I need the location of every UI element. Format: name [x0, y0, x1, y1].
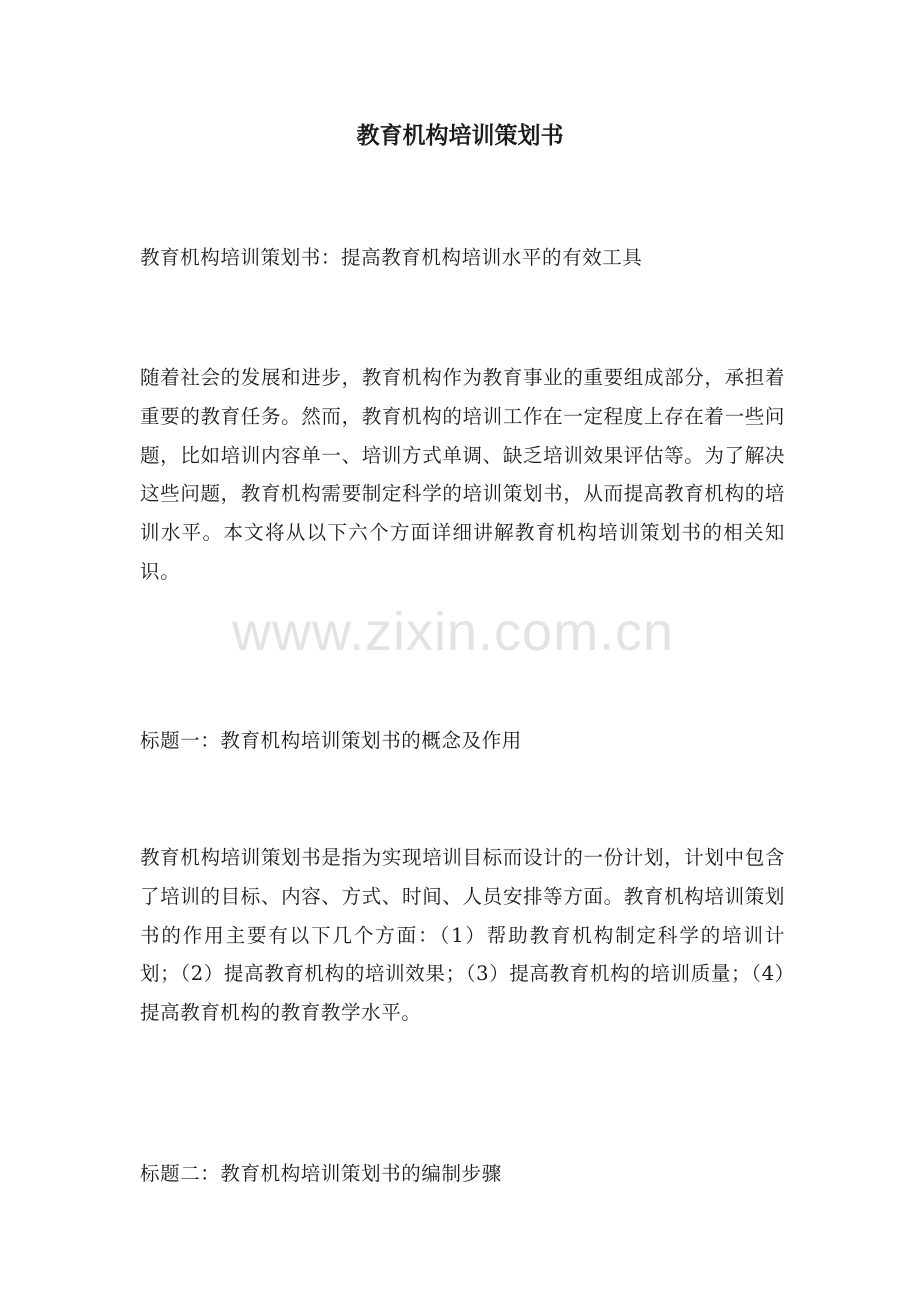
intro-paragraph: 随着社会的发展和进步，教育机构作为教育事业的重要组成部分，承担着重要的教育任务。然而，教育机构的培训工作在一定程度上存在着一些问题，比如培训内容单一、培训方式单调、缺乏培训效果评估等。为了解决这些问题，教育机构需要制定科学的培训策划书，从而提高教育机构的培训水平。本文将从以下六个方面详细讲解教育机构培训策划书的相关知识。 — [140, 366, 785, 583]
document-title: 教育机构培训策划书 — [356, 122, 564, 149]
section-heading-1: 标题一：教育机构培训策划书的概念及作用 — [140, 729, 522, 752]
section-heading-2: 标题二：教育机构培训策划书的编制步骤 — [140, 1162, 502, 1185]
document-subtitle: 教育机构培训策划书：提高教育机构培训水平的有效工具 — [140, 246, 643, 269]
section-body-1: 教育机构培训策划书是指为实现培训目标而设计的一份计划，计划中包含了培训的目标、内容、方式、时间、人员安排等方面。教育机构培训策划书的作用主要有以下几个方面：（1）帮助教育机构制定科学的培训计划；（2）提高教育机构的培训效果；（3）提高教育机构的培训质量；（4）提高教育机构的教育教学水平。 — [140, 846, 785, 1025]
watermark: www.zixin.com.cn — [232, 602, 675, 662]
